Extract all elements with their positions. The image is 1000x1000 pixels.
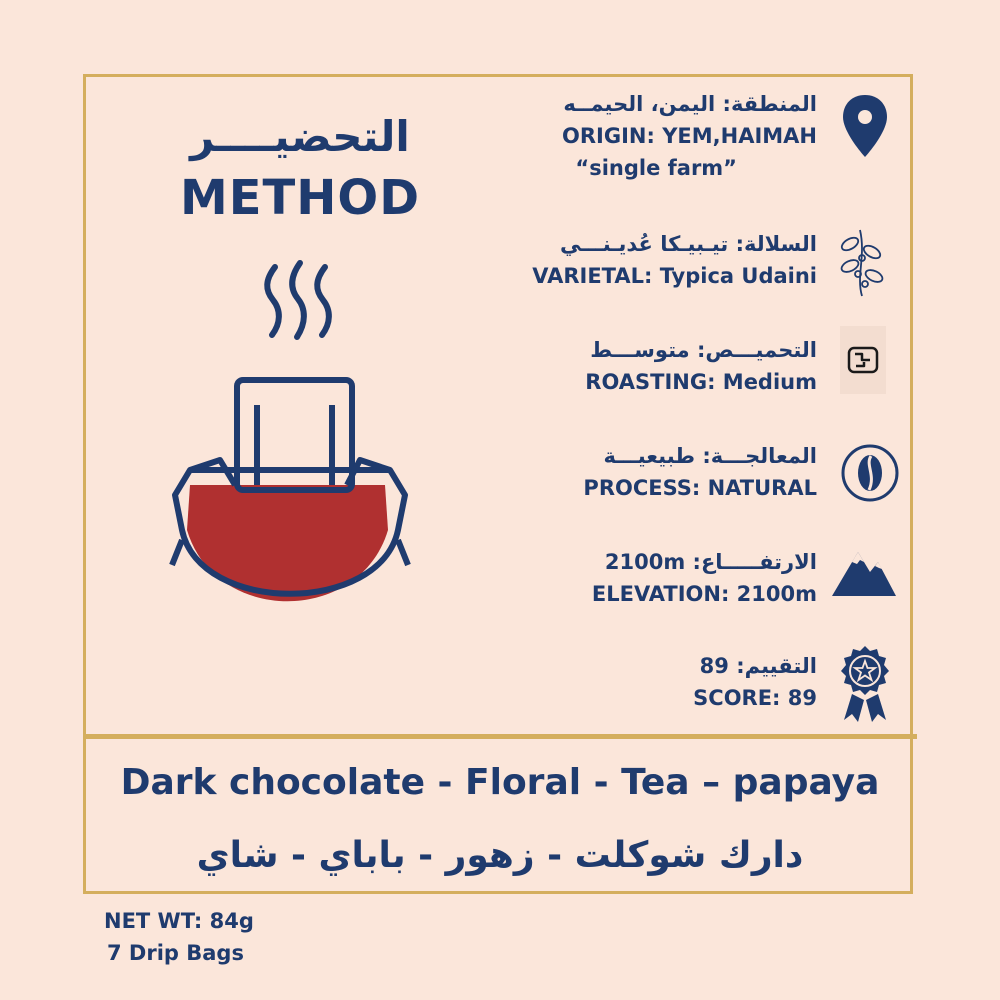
- location-pin-icon: [840, 93, 890, 159]
- process-ar: المعالجـــة: طبيعيـــة: [603, 444, 817, 468]
- process-en: PROCESS: NATURAL: [583, 476, 817, 500]
- origin-extra: “single farm”: [575, 156, 737, 180]
- roasting-ar: التحميـــص: متوســـط: [590, 338, 817, 362]
- elevation-en: ELEVATION: 2100m: [591, 582, 817, 606]
- elevation-text: [592, 546, 817, 610]
- score-ar: التقييم: 89: [699, 654, 817, 678]
- origin-ar: المنطقة: اليمن، الحيمــه: [563, 92, 817, 116]
- coffee-cup-fill: [187, 485, 388, 601]
- net-weight: NET WT: 84g: [104, 909, 254, 933]
- net-info: [104, 905, 254, 969]
- method-title-ar: التحضيــــر: [190, 112, 410, 161]
- flavor-notes-en: Dark chocolate - Floral - Tea – papaya: [120, 762, 880, 803]
- section-divider: [83, 734, 917, 739]
- drip-bag-count: 7 Drip Bags: [107, 941, 244, 965]
- score-text: [693, 650, 817, 714]
- varietal-text: [532, 228, 817, 292]
- award-badge-icon: [834, 644, 896, 724]
- roast-level-icon: [840, 326, 886, 394]
- varietal-ar: السلالة: تيـبيـكا عُديـنـــي: [560, 232, 817, 256]
- roasting-text: [585, 334, 817, 398]
- flavor-notes-ar: دارك شوكلت - زهور - باباي - شاي: [196, 835, 804, 876]
- mountain-icon: [830, 546, 898, 598]
- drip-bag-illustration: [160, 255, 440, 655]
- method-title-en: METHOD: [179, 170, 421, 226]
- varietal-en: VARIETAL: Typica Udaini: [532, 264, 817, 288]
- coffee-bean-icon: [840, 443, 900, 503]
- origin-en: ORIGIN: YEM,HAIMAH: [562, 124, 817, 148]
- elevation-ar: الارتفـــــاع: 2100m: [604, 550, 817, 574]
- steam-icon: [267, 263, 329, 337]
- origin-text: [562, 88, 817, 184]
- coffee-branch-icon: [836, 226, 888, 298]
- score-en: SCORE: 89: [693, 686, 817, 710]
- roasting-en: ROASTING: Medium: [585, 370, 817, 394]
- process-text: [583, 440, 817, 504]
